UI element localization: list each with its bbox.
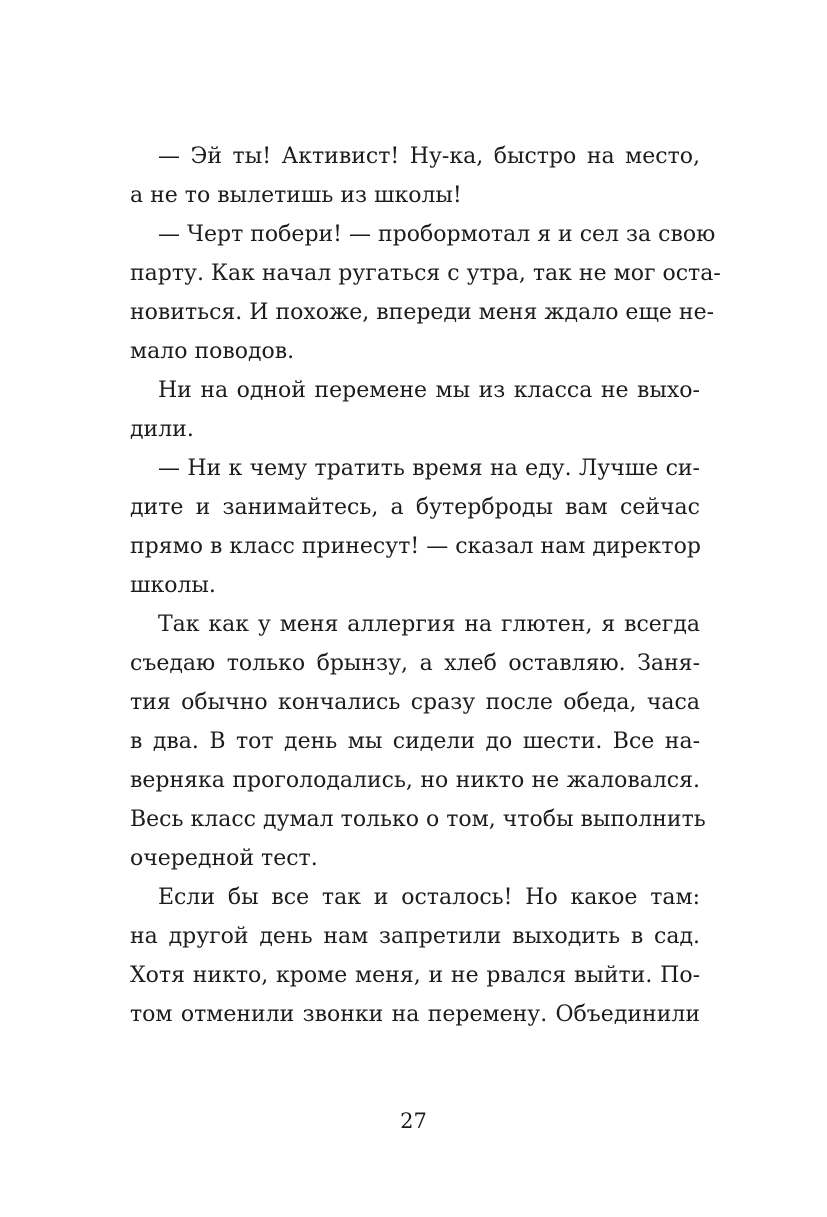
text-line: — Черт побери! — пробормотал я и сел за свою (158, 222, 716, 247)
text-line: — Эй ты! Активист! Ну-ка, быстро на место, (158, 144, 700, 169)
text-line: — Ни к чему тратить время на еду. Лучше си- (158, 456, 700, 481)
text-line: том отменили звонки на перемену. Объединили (130, 1002, 700, 1027)
text-line: в два. В тот день мы сидели до шести. Все на- (130, 729, 700, 754)
text-line: верняка проголодались, но никто не жаловался. (130, 768, 700, 793)
text-line: прямо в класс принесут! — сказал нам директор (130, 534, 701, 559)
text-line: а не то вылетишь из школы! (130, 183, 462, 208)
text-line: дите и занимайтесь, а бутерброды вам сейчас (130, 495, 700, 520)
text-line: Если бы все так и осталось! Но какое там: (158, 885, 700, 910)
text-line: тия обычно кончались сразу после обеда, часа (130, 690, 700, 715)
text-line: Хотя никто, кроме меня, и не рвался выйти. По- (130, 963, 700, 988)
text-line: новиться. И похоже, впереди меня ждало еще не- (130, 300, 715, 325)
text-line: Ни на одной перемене мы из класса не выхо- (158, 378, 700, 403)
text-line: школы. (130, 573, 216, 598)
text-line: мало поводов. (130, 339, 295, 364)
text-line: очередной тест. (130, 846, 318, 871)
text-line: Так как у меня аллергия на глютен, я всегда (158, 612, 700, 637)
page-number: 27 (400, 1109, 427, 1133)
body-text (130, 137, 721, 1034)
text-line: на другой день нам запретили выходить в сад. (130, 924, 700, 949)
text-line: парту. Как начал ругаться с утра, так не мог оста- (130, 261, 721, 286)
text-line: дили. (130, 417, 194, 442)
text-line: съедаю только брынзу, а хлеб оставляю. Заня- (130, 651, 700, 676)
text-line: Весь класс думал только о том, чтобы выполнить (130, 807, 706, 832)
